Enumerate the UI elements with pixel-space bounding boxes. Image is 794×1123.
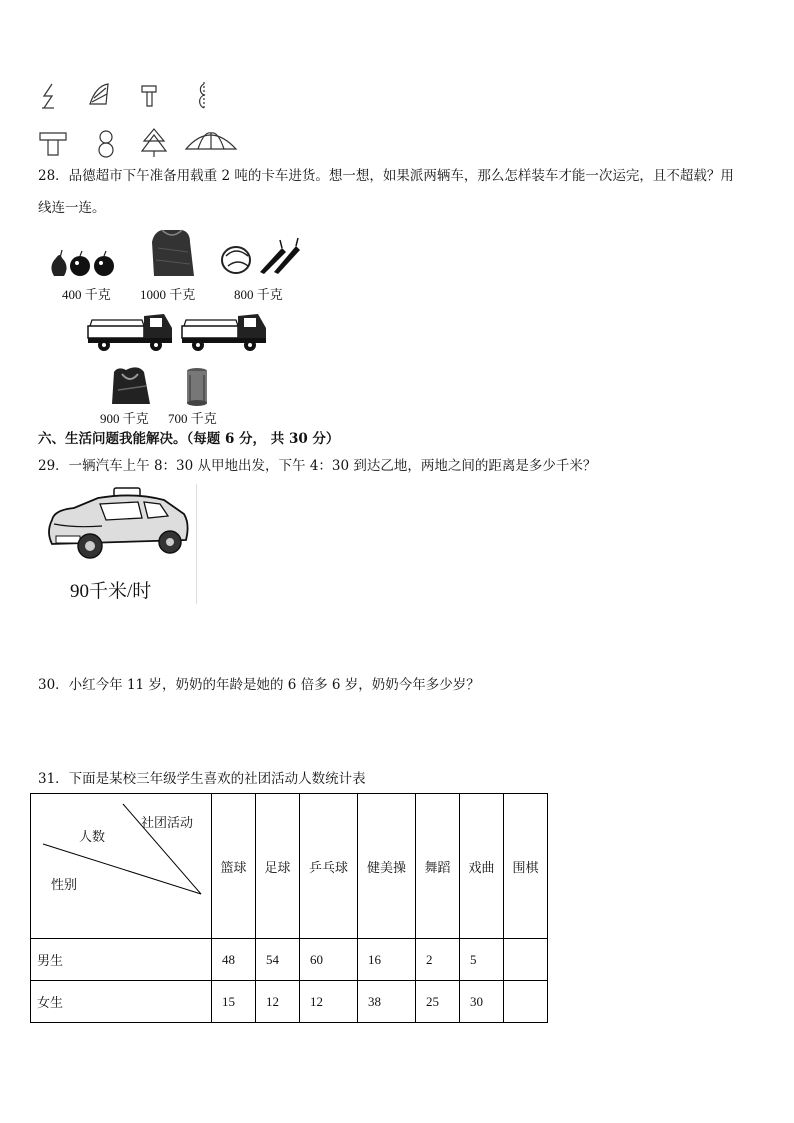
col-header-opera: 戏曲 [460,794,504,939]
table-cell: 60 [300,939,358,981]
fruit-icon [48,248,120,282]
truck-2-icon [180,310,270,356]
umbrella-half-icon [90,84,108,104]
col-header-go: 围棋 [504,794,548,939]
image-edge-line [196,484,197,604]
sack-icon [148,228,196,282]
truck-1-icon [86,310,176,356]
table-row-boys [31,939,548,981]
q28-text-line-2: 线连一连。 [38,200,106,216]
table-cell: 38 [358,981,416,1023]
q31-text: 31．下面是某校三年级学生喜欢的社团活动人数统计表 [38,771,366,787]
umbrella-icon [186,133,236,149]
table-cell [504,981,548,1023]
table-cell: 12 [300,981,358,1023]
table-cell [504,939,548,981]
goods-label-bag: 900 千克 [100,411,149,426]
table-cell: 54 [256,939,300,981]
goods-label-fruit: 400 千克 [62,287,111,302]
vegetables-icon [220,238,302,280]
col-header-pingpong: 乒乓球 [300,794,358,939]
shape-row-2-drawing [38,127,238,161]
row-label-boys: 男生 [31,939,212,981]
goods-label-vegetables: 800 千克 [234,287,283,302]
table-cell: 12 [256,981,300,1023]
col-header-football: 足球 [256,794,300,939]
mushroom-icon [40,133,66,155]
col-header-aerobics: 健美操 [358,794,416,939]
table-diagonal-header-cell [31,794,212,939]
table-cell: 48 [212,939,256,981]
diag-label-gender: 性别 [51,878,78,893]
diagonal-header [31,794,211,938]
goods-label-sack: 1000 千克 [140,287,196,302]
table-row-girls [31,981,548,1023]
section-6-title: 六、生活问题我能解决。（每题 6 分， 共 30 分） [38,431,340,447]
col-header-dance: 舞蹈 [416,794,460,939]
figure-eight-icon [99,131,113,157]
table-cell: 5 [460,939,504,981]
q29-text: 29．一辆汽车上午 8：30 从甲地出发，下午 4：30 到达乙地，两地之间的距离是多少千米？ [38,458,597,474]
col-header-basketball: 篮球 [212,794,256,939]
figure-eight-half-icon [200,82,204,110]
barrel-icon [185,367,209,411]
tree-icon [142,129,166,157]
table-cell: 25 [416,981,460,1023]
q30-text: 30．小红今年 11 岁，奶奶的年龄是她的 6 倍多 6 岁，奶奶今年多少岁？ [38,677,480,693]
table-header-row [31,794,548,939]
mushroom-half-icon [142,86,156,106]
shape-row-2 [38,127,238,161]
lightning-stroke-icon [42,84,54,108]
table-cell: 2 [416,939,460,981]
row-label-girls: 女生 [31,981,212,1023]
diag-label-activity: 社团活动 [141,816,194,831]
shape-row-1-drawing [38,80,218,112]
bag-icon [108,364,152,410]
shape-row-1 [38,80,218,112]
activity-stats-table [30,793,548,1023]
table-cell: 30 [460,981,504,1023]
speed-label: 90千米/时 [70,581,152,602]
taxi-icon [44,484,194,574]
table-cell: 16 [358,939,416,981]
table-cell: 15 [212,981,256,1023]
goods-label-barrel: 700 千克 [168,411,217,426]
q28-text-line-1: 28．品德超市下午准备用载重 2 吨的卡车进货。想一想，如果派两辆车，那么怎样装车才能一次运完，且不超载？用 [38,168,734,184]
diag-label-count: 人数 [79,830,106,845]
